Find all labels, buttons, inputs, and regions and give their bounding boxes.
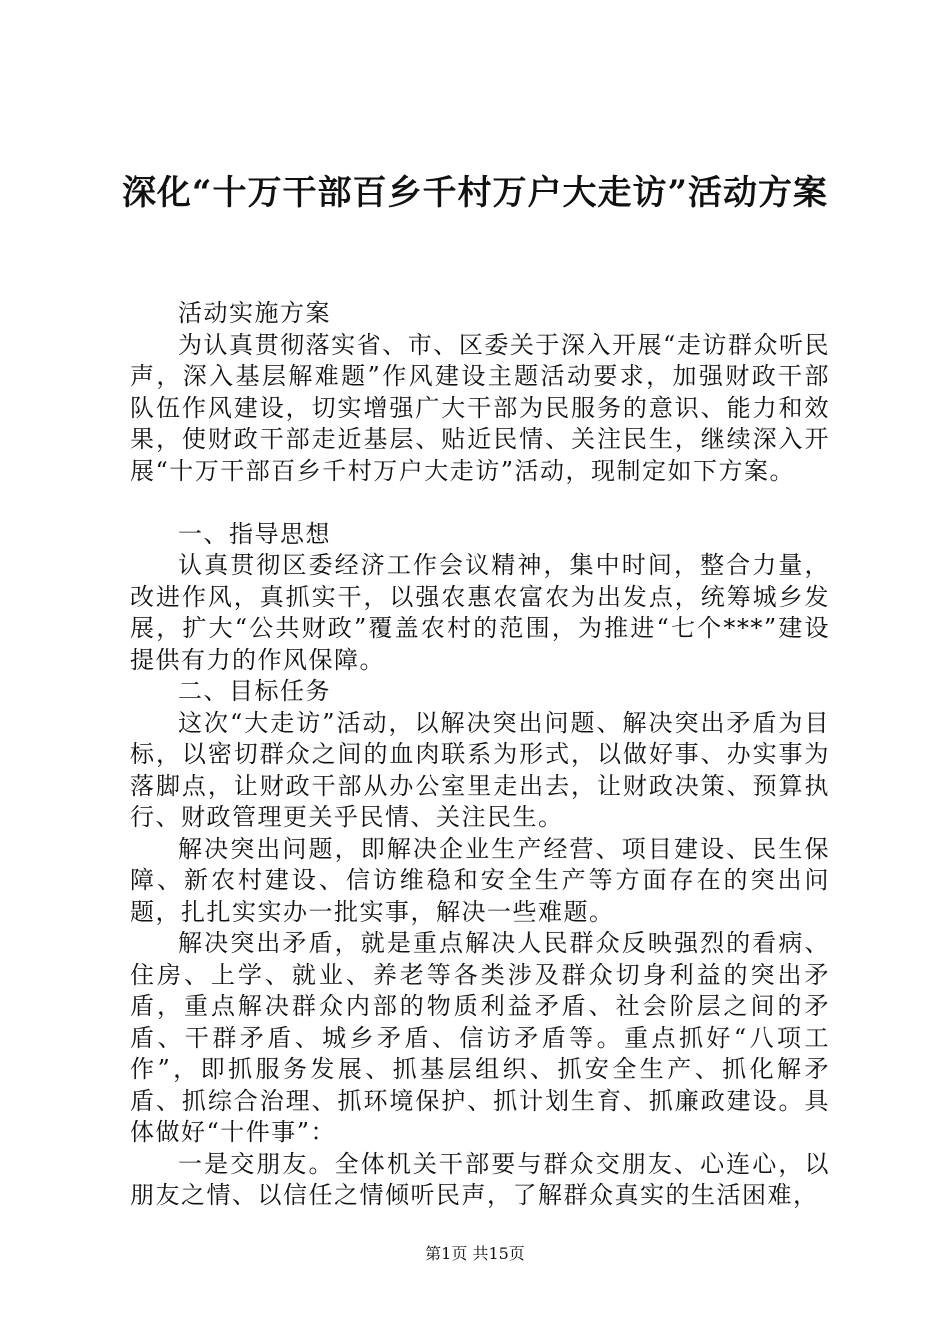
heading-guiding-thought: 一、指导思想	[178, 519, 331, 548]
paragraph-gap	[130, 487, 830, 519]
make-friends-paragraph: 一是交朋友。全体机关干部要与群众交朋友、心连心，以朋友之情、以信任之情倾听民声，了解群众真实的生活困难，	[130, 1149, 830, 1209]
goals-paragraph: 这次“大走访”活动，以解决突出问题、解决突出矛盾为目标，以密切群众之间的血肉联系为形式，以做好事、办实事为落脚点，让财政干部从办公室里走出去，让财政决策、预算执行、财政管理更关乎民情、关注民生。	[130, 708, 830, 831]
contradictions-paragraph: 解决突出矛盾，就是重点解决人民群众反映强烈的看病、住房、上学、就业、养老等各类涉及群众切身利益的突出矛盾，重点解决群众内部的物质利益矛盾、社会阶层之间的矛盾、干群矛盾、城乡矛盾、信访矛盾等。重点抓好“八项工作”，即抓服务发展、抓基层组织、抓安全生产、抓化解矛盾、抓综合治理、抓环境保护、抓计划生育、抓廉政建设。具体做好“十件事”：	[130, 929, 830, 1146]
guiding-thought-paragraph: 认真贯彻区委经济工作会议精神，集中时间，整合力量，改进作风，真抓实干，以强农惠农富农为出发点，统筹城乡发展，扩大“公共财政”覆盖农村的范围，为推进“七个***”建设提供有力的作风保障。	[130, 551, 830, 674]
problems-paragraph: 解决突出问题，即解决企业生产经营、项目建设、民生保障、新农村建设、信访维稳和安全生产等方面存在的突出问题，扎扎实实办一批实事，解决一些难题。	[130, 834, 830, 926]
page-number: 第1页 共15页	[425, 1244, 525, 1263]
intro-paragraph: 为认真贯彻落实省、市、区委关于深入开展“走访群众听民声，深入基层解难题”作风建设主题活动要求，加强财政干部队伍作风建设，切实增强广大干部为民服务的意识、能力和效果，使财政干部走近基层、贴近民情、关注民生，继续深入开展“十万干部百乡千村万户大走访”活动，现制定如下方案。	[130, 330, 830, 485]
document-title: 深化“十万干部百乡千村万户大走访”活动方案	[121, 173, 829, 213]
section-label-plan: 活动实施方案	[178, 299, 331, 327]
heading-goals-tasks: 二、目标任务	[178, 677, 331, 705]
document-body	[130, 298, 830, 1212]
